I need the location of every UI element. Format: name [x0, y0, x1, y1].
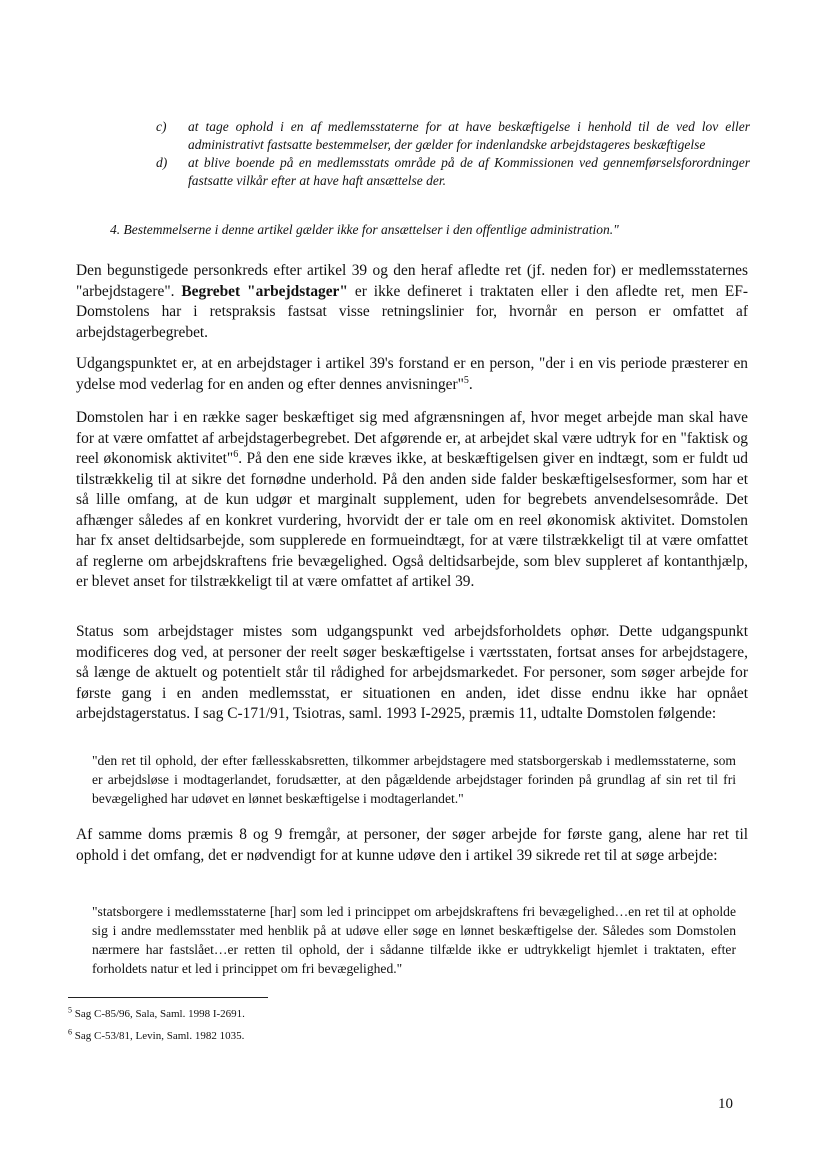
paragraph-4 — [76, 622, 748, 725]
paragraph-text: . På den ene side kræves ikke, at beskæftigelsen giver en indtægt, som er fuldt ud tilstrækkelig til at sikre det fornødne underhold. På den anden side falder beskæftigelsesformer, som har et så lille omfang, at de kun udgør et marginalt supplement, uden for begrebets anvendelsesområde. Det afhænger således af en konkret vurdering, hvorvidt der er tale om en reel økonomisk aktivitet. Domstolen har fx anset deltidsarbejde, som supplerede en formueindtægt, for at være tilstrækkeligt til at være omfattet af reglerne om arbejdskraftens frie bevægelighed. Også deltidsarbejde, som blev suppleret af kontanthjælp, er blevet anset for tilstrækkeligt til at være omfattet af artikel 39. — [76, 450, 748, 590]
paragraph-text: Status som arbejdstager mistes som udgangspunkt ved arbejdsforholdets ophør. Dette udgangspunkt modificeres dog ved, at personer der reelt søger beskæftigelse i værtsstaten, fortsat anses for arbejdstagere, så længe de aktuelt og potentielt står til rådighed for arbejdsmarkedet. For personer, som søger arbejde for første gang i en anden medlemsstat, er situationen en anden, idet disse endnu ikke har opnået arbejdstagerstatus. I sag C-171/91, Tsiotras, saml. 1993 I-2925, præmis 11, udtalte Domstolen følgende: — [76, 623, 748, 722]
list-marker: c) — [156, 119, 167, 134]
bold-term: Begrebet "arbejdstager" — [181, 282, 348, 300]
item-number: 4. — [110, 222, 121, 237]
page-number: 10 — [718, 1096, 733, 1112]
footnote-ref-5[interactable]: 5 — [463, 374, 469, 386]
paragraph-text: Udgangspunktet er, at en arbejdstager i artikel 39's forstand er en person, "der i en vis periode præsterer en ydelse mod vederlag for en anden og efter dennes anvisninger" — [76, 355, 748, 393]
list-item-d — [156, 154, 750, 190]
quote-text: "den ret til ophold, der efter fællesskabsretten, tilkommer arbejdstagere med statsborgerskab i medlemsstaterne, som er arbejdsløse i modtagerlandet, forudsætter, at den pågældende arbejdstager forinden på grundlag af sin ret til fri bevægelighed har udøvet en lønnet beskæftigelse i modtagerlandet." — [92, 753, 736, 806]
paragraph-text: Domstolen har i en række sager beskæftiget sig med afgrænsningen af, hvor meget arbejde man skal have for at være omfattet af arbejdstagerbegrebet. Det afgørende er, at arbejdet skal være udtryk for en "faktisk og reel økonomisk aktivitet" — [76, 409, 748, 467]
footnote-5 — [68, 1007, 245, 1021]
footnote-text: Sag C-53/81, Levin, Saml. 1982 1035. — [74, 1030, 245, 1042]
paragraph-text: . — [468, 375, 473, 393]
paragraph-5 — [76, 825, 748, 866]
footnote-number: 6 — [68, 1027, 72, 1037]
block-quote-1 — [92, 751, 736, 808]
paragraph-1 — [76, 261, 748, 343]
item-text: Bestemmelserne i denne artikel gælder ikke for ansættelser i den offentlige administration." — [123, 222, 619, 237]
block-quote-2 — [92, 902, 736, 978]
paragraph-text: Af samme doms præmis 8 og 9 fremgår, at personer, der søger arbejde for første gang, alene har ret til ophold i det omfang, det er nødvendigt for at kunne udøve den i artikel 39 sikrede ret til at søge arbejde: — [76, 826, 748, 864]
paragraph-text: Den begunstigede personkreds efter artikel 39 og den heraf afledte ret (jf. neden for) er medlemsstaternes "arbejdstagere". — [76, 262, 748, 300]
footnote-6 — [68, 1029, 244, 1043]
quote-text: "statsborgere i medlemsstaterne [har] som led i princippet om arbejdskraftens fri bevægelighed…en ret til at opholde sig i andre medlemsstater med henblik på at udøve eller søge en lønnet beskæftigelse der. Således som Domstolen nærmere har fastslået…er retten til ophold, der i sådanne tilfælde ikke er udtrykkeligt hjemlet i traktaten, efter forholdets natur et led i princippet om fri bevægelighed." — [92, 904, 736, 976]
footnote-divider — [68, 997, 268, 998]
list-marker: d) — [156, 155, 168, 170]
paragraph-3 — [76, 408, 748, 593]
article-item-4 — [110, 221, 750, 239]
list-item-text: at tage ophold i en af medlemsstaterne for at have beskæftigelse i henhold til de ved lov eller administrativt fastsatte bestemmelser, der gælder for indenlandske arbejdstageres beskæftigelse — [188, 119, 750, 152]
footnote-text: Sag C-85/96, Sala, Saml. 1998 I-2691. — [74, 1008, 245, 1020]
list-items — [156, 118, 750, 190]
list-item-text: at blive boende på en medlemsstats område på de af Kommissionen ved gennemførselsforordninger fastsatte vilkår efter at have haft ansættelse der. — [188, 155, 750, 188]
footnote-ref-6[interactable]: 6 — [233, 448, 239, 460]
paragraph-text: er ikke defineret i traktaten eller i den afledte ret, men EF-Domstolens har i retspraksis fastsat visse retningslinier for, hvornår en person er omfattet af arbejdstagerbegrebet. — [76, 282, 748, 341]
list-item-c — [156, 118, 750, 154]
paragraph-2 — [76, 354, 748, 395]
footnote-number: 5 — [68, 1005, 72, 1015]
